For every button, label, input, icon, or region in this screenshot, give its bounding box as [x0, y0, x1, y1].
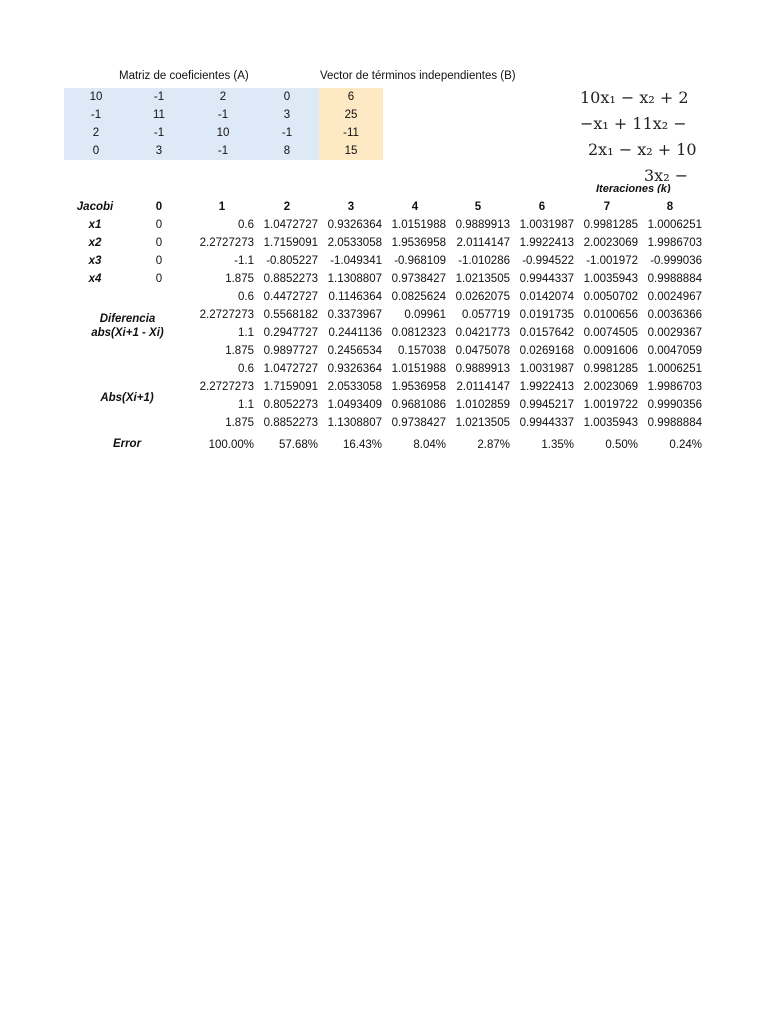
abs-cell: 0.9944337	[519, 417, 574, 429]
x-value-cell: -0.994522	[522, 255, 574, 267]
x-value-cell: -1.010286	[458, 255, 510, 267]
difference-cell: 1.1	[238, 327, 254, 339]
vector-cell: 15	[319, 142, 383, 160]
x-value-cell: 0	[155, 255, 163, 267]
x-value-cell: 0.9738427	[391, 273, 446, 285]
iteration-header: 5	[474, 201, 482, 213]
x-value-cell: 0.9889913	[455, 219, 510, 231]
error-cell: 0.24%	[669, 439, 702, 451]
vector-cell: 6	[319, 88, 383, 106]
error-cell: 57.68%	[278, 439, 318, 451]
x-value-cell: -0.968109	[394, 255, 446, 267]
matrix-cell: 0	[255, 88, 319, 106]
matrix-cell: 10	[191, 124, 255, 142]
abs-cell: 0.8852273	[263, 417, 318, 429]
table-corner-label: Jacobi	[76, 201, 114, 213]
abs-cell: 1.875	[225, 417, 254, 429]
difference-cell: 0.057719	[462, 309, 510, 321]
difference-cell: 0.6	[238, 291, 254, 303]
abs-cell: 0.9988884	[647, 417, 702, 429]
difference-cell: 1.875	[225, 345, 254, 357]
iteration-header: 4	[411, 201, 419, 213]
x-value-cell: -1.1	[234, 255, 254, 267]
x-value-cell: 2.0023069	[583, 237, 638, 249]
abs-cell: 1.0035943	[583, 417, 638, 429]
variable-label: x3	[88, 255, 102, 267]
equation-line-2: −x₁ + 11x₂ −	[580, 114, 687, 133]
difference-cell: 0.0091606	[583, 345, 638, 357]
abs-cell: 1.0213505	[455, 417, 510, 429]
error-cell: 2.87%	[477, 439, 510, 451]
difference-cell: 0.5568182	[263, 309, 318, 321]
x-value-cell: 1.0151988	[391, 219, 446, 231]
difference-cell: 0.0191735	[519, 309, 574, 321]
x-value-cell: 1.9986703	[647, 237, 702, 249]
difference-cell: 0.4472727	[263, 291, 318, 303]
matrix-cell: 2	[191, 88, 255, 106]
iteration-header: 8	[666, 201, 674, 213]
matrix-cell: 3	[127, 142, 191, 160]
abs-cell: 2.0533058	[327, 381, 382, 393]
iteration-header: 6	[538, 201, 546, 213]
abs-cell: 0.9738427	[391, 417, 446, 429]
matrix-cell: 0	[64, 142, 128, 160]
x-value-cell: 1.7159091	[263, 237, 318, 249]
iteration-header: 3	[347, 201, 355, 213]
equation-line-3: 2x₁ − x₂ + 10	[588, 140, 697, 159]
difference-cell: 0.9897727	[263, 345, 318, 357]
difference-cell: 0.0029367	[647, 327, 702, 339]
x-value-cell: 1.0213505	[455, 273, 510, 285]
abs-cell: 1.1	[238, 399, 254, 411]
abs-cell: 1.0006251	[647, 363, 702, 375]
equation-line-4: 3x₂ −	[644, 166, 689, 185]
error-label: Error	[112, 438, 142, 450]
matrix-cell: 2	[64, 124, 128, 142]
difference-cell: 0.2947727	[263, 327, 318, 339]
abs-cell: 1.9922413	[519, 381, 574, 393]
x-value-cell: 0.9981285	[583, 219, 638, 231]
difference-cell: 0.0047059	[647, 345, 702, 357]
matrix-cell: -1	[127, 124, 191, 142]
equation-system-image	[574, 86, 704, 186]
matrix-cell: -1	[64, 106, 128, 124]
error-cell: 100.00%	[208, 439, 254, 451]
error-cell: 1.35%	[541, 439, 574, 451]
x-value-cell: 1.0472727	[263, 219, 318, 231]
x-value-cell: 1.9922413	[519, 237, 574, 249]
abs-cell: 0.9889913	[455, 363, 510, 375]
difference-cell: 0.0024967	[647, 291, 702, 303]
x-value-cell: 0	[155, 219, 163, 231]
difference-cell: 0.0475078	[455, 345, 510, 357]
x-value-cell: 2.0114147	[456, 237, 510, 249]
matrix-cell: -1	[255, 124, 319, 142]
difference-cell: 0.0036366	[647, 309, 702, 321]
equation-line-1: 10x₁ − x₂ + 2	[580, 88, 689, 107]
x-value-cell: 0	[155, 237, 163, 249]
matrix-cell: -1	[127, 88, 191, 106]
abs-cell: 1.9986703	[647, 381, 702, 393]
x-value-cell: 2.2727273	[199, 237, 254, 249]
abs-cell: 0.6	[238, 363, 254, 375]
error-cell: 8.04%	[413, 439, 446, 451]
matrix-cell: 3	[255, 106, 319, 124]
difference-cell: 0.2456534	[327, 345, 382, 357]
x-value-cell: -0.805227	[266, 255, 318, 267]
abs-cell: 1.1308807	[327, 417, 382, 429]
abs-cell: 2.0023069	[583, 381, 638, 393]
abs-cell: 0.8052273	[263, 399, 318, 411]
difference-cell: 0.0421773	[455, 327, 510, 339]
abs-cell: 1.0493409	[327, 399, 382, 411]
difference-cell: 0.0825624	[391, 291, 446, 303]
difference-cell: 0.1146364	[328, 291, 382, 303]
iterations-label: Iteraciones (k)	[596, 183, 671, 193]
difference-cell: 0.0269168	[519, 345, 574, 357]
x-value-cell: -1.001972	[586, 255, 638, 267]
difference-cell: 2.2727273	[199, 309, 254, 321]
abs-cell: 0.9945217	[519, 399, 574, 411]
difference-cell: 0.0050702	[583, 291, 638, 303]
iteration-header: 1	[218, 201, 226, 213]
difference-cell: 0.0812323	[391, 327, 446, 339]
abs-cell: 1.9536958	[391, 381, 446, 393]
abs-label: Abs(Xi+1)	[100, 392, 154, 404]
x-value-cell: 1.9536958	[391, 237, 446, 249]
abs-cell: 0.9981285	[583, 363, 638, 375]
x-value-cell: 2.0533058	[327, 237, 382, 249]
vector-title: Vector de términos independientes (B)	[320, 70, 516, 82]
x-value-cell: 0.6	[238, 219, 254, 231]
abs-cell: 1.7159091	[263, 381, 318, 393]
difference-cell: 0.3373967	[327, 309, 382, 321]
difference-cell: 0.0100656	[583, 309, 638, 321]
abs-cell: 0.9681086	[391, 399, 446, 411]
vector-cell: 25	[319, 106, 383, 124]
iteration-header: 2	[283, 201, 291, 213]
abs-cell: 2.2727273	[199, 381, 254, 393]
difference-label: Diferencia abs(Xi+1 - Xi)	[91, 313, 164, 339]
variable-label: x2	[88, 237, 102, 249]
difference-cell: 0.09961	[404, 309, 446, 321]
iteration-header: 7	[603, 201, 611, 213]
x-value-cell: 1.0031987	[519, 219, 574, 231]
matrix-cell: -1	[191, 106, 255, 124]
variable-label: x1	[88, 219, 102, 231]
difference-cell: 0.0142074	[519, 291, 574, 303]
matrix-title: Matriz de coeficientes (A)	[119, 70, 249, 82]
difference-cell: 0.2441136	[328, 327, 382, 339]
abs-cell: 1.0151988	[391, 363, 446, 375]
abs-cell: 0.9326364	[327, 363, 382, 375]
iteration-header: 0	[155, 201, 163, 213]
x-value-cell: 0.9326364	[327, 219, 382, 231]
error-cell: 16.43%	[342, 439, 382, 451]
x-value-cell: 1.0035943	[583, 273, 638, 285]
error-cell: 0.50%	[605, 439, 638, 451]
x-value-cell: 0	[155, 273, 163, 285]
x-value-cell: 1.875	[225, 273, 254, 285]
x-value-cell: 0.9988884	[647, 273, 702, 285]
matrix-cell: 11	[127, 106, 191, 124]
difference-cell: 0.0074505	[583, 327, 638, 339]
matrix-cell: 8	[255, 142, 319, 160]
x-value-cell: 1.1308807	[327, 273, 382, 285]
x-value-cell: 0.9944337	[519, 273, 574, 285]
matrix-cell: 10	[64, 88, 128, 106]
abs-cell: 2.0114147	[456, 381, 510, 393]
x-value-cell: -0.999036	[650, 255, 702, 267]
vector-cell: -11	[319, 124, 383, 142]
difference-cell: 0.0157642	[519, 327, 574, 339]
matrix-cell: -1	[191, 142, 255, 160]
abs-cell: 1.0102859	[455, 399, 510, 411]
abs-cell: 1.0472727	[263, 363, 318, 375]
x-value-cell: 1.0006251	[647, 219, 702, 231]
x-value-cell: -1.049341	[330, 255, 382, 267]
variable-label: x4	[88, 273, 102, 285]
abs-cell: 0.9990356	[647, 399, 702, 411]
abs-cell: 1.0031987	[519, 363, 574, 375]
difference-cell: 0.157038	[398, 345, 446, 357]
x-value-cell: 0.8852273	[263, 273, 318, 285]
difference-cell: 0.0262075	[455, 291, 510, 303]
abs-cell: 1.0019722	[583, 399, 638, 411]
